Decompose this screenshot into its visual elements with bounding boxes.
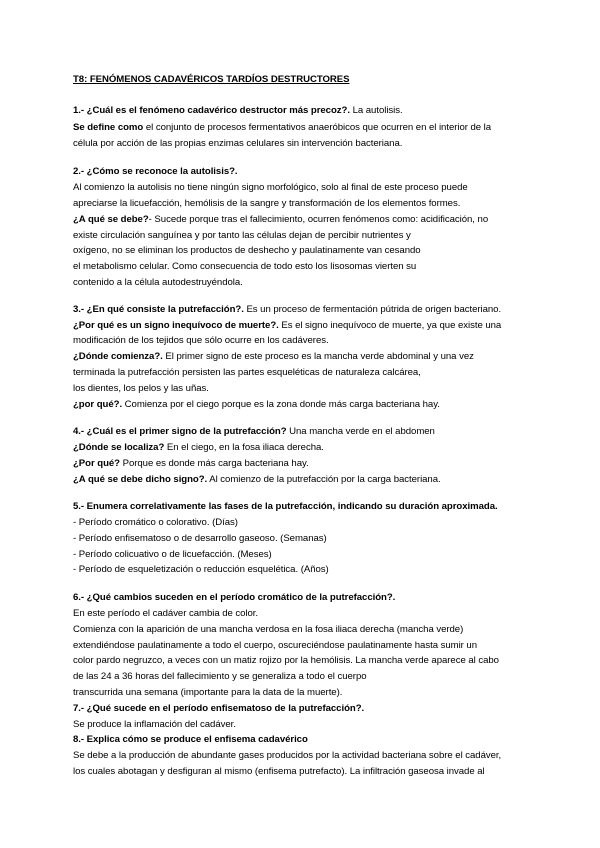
location-label: ¿Dónde se localiza? bbox=[73, 442, 165, 453]
answer-4-line-3 bbox=[73, 458, 309, 470]
question-4-text: 4.- ¿Cuál es el primer signo de la putrefacción? bbox=[73, 426, 287, 437]
answer-3-line-6: los dientes, los pelos y las uñas. bbox=[73, 383, 209, 394]
unequivocal-label: ¿Por qué es un signo inequívoco de muerte?. bbox=[73, 320, 279, 331]
question-1 bbox=[73, 105, 403, 117]
question-8 bbox=[73, 734, 308, 746]
start-text: El primer signo de este proceso es la mancha verde abdominal y una vez bbox=[162, 351, 474, 362]
question-6 bbox=[73, 592, 395, 604]
answer-2-line-6: el metabolismo celular. Como consecuencia de todo esto los lisosomas vierten su bbox=[73, 261, 417, 272]
why-text: Porque es donde más carga bacteriana hay. bbox=[120, 458, 309, 469]
answer-2-line-3 bbox=[73, 214, 488, 226]
question-2 bbox=[73, 166, 238, 178]
reason-text: Comienza por el ciego porque es la zona donde más carga bacteriana hay. bbox=[122, 399, 440, 410]
answer-6-line: transcurrida una semana (importante para la data de la muerte). bbox=[73, 687, 343, 698]
answer-3-line-3: modificación de los tejidos que sólo ocurre en los cadáveres. bbox=[73, 335, 329, 346]
answer-6-line: extendiéndose paulatinamente a todo el cuerpo, oscureciéndose paulatinamente hasta sumir un bbox=[73, 640, 477, 651]
question-7 bbox=[73, 703, 364, 715]
phase-item: - Período colicuativo o de licuefacción. (Meses) bbox=[73, 549, 272, 560]
answer-3-line-5: terminada la putrefacción persisten las partes esqueléticas de naturaleza calcárea, bbox=[73, 367, 421, 378]
answer-6-line: de las 24 a 36 horas del fallecimiento y se generaliza a todo el cuerpo bbox=[73, 671, 367, 682]
answer-4-line-4 bbox=[73, 474, 441, 486]
answer-4-line-2 bbox=[73, 442, 324, 454]
definition-label: Se define como bbox=[73, 122, 144, 133]
answer-2-line-1: Al comienzo la autolisis no tiene ningún signo morfológico, solo al final de este proceso puede bbox=[73, 182, 468, 193]
question-5-text: 5.- Enumera correlativamente las fases de la putrefacción, indicando su duración aproximada. bbox=[73, 501, 498, 512]
answer-7: Se produce la inflamación del cadáver. bbox=[73, 719, 236, 730]
question-5 bbox=[73, 501, 498, 513]
document-title: T8: FENÓMENOS CADAVÉRICOS TARDÍOS DESTRUCTORES bbox=[73, 74, 350, 85]
answer-8-line: Se debe a la producción de abundante gases producidos por la actividad bacteriana sobre el cadáver, bbox=[73, 750, 502, 761]
cause-text: - Sucede porque tras el fallecimiento, ocurren fenómenos como: acidificación, no bbox=[148, 214, 489, 225]
cause-label: ¿A qué se debe? bbox=[73, 214, 149, 225]
answer-3-line-2 bbox=[73, 320, 501, 332]
sign-cause-text: Al comienzo de la putrefacción por la carga bacteriana. bbox=[207, 474, 441, 485]
answer-2-line-5: oxígeno, no se eliminan los productos de deshecho y paulatinamente van cesando bbox=[73, 245, 421, 256]
answer-6-line: color pardo negruzco, a veces con un matiz rojizo por la hemólisis. La mancha verde aparece al cabo bbox=[73, 655, 499, 666]
answer-2-line-7: contenido a la célula autodestruyéndola. bbox=[73, 277, 243, 288]
phase-item: - Período cromático o colorativo. (Días) bbox=[73, 517, 238, 528]
phase-item: - Período de esqueletización o reducción esquelética. (Años) bbox=[73, 564, 329, 575]
location-text: En el ciego, en la fosa iliaca derecha. bbox=[164, 442, 324, 453]
question-6-text: 6.- ¿Qué cambios suceden en el período cromático de la putrefacción?. bbox=[73, 592, 396, 603]
question-7-text: 7.- ¿Qué sucede en el período enfisematoso de la putrefacción?. bbox=[73, 703, 365, 714]
answer-3-line-4 bbox=[73, 351, 474, 363]
unequivocal-text: Es el signo inequívoco de muerte, ya que existe una bbox=[278, 320, 502, 331]
answer-4: Una mancha verde en el abdomen bbox=[286, 426, 435, 437]
definition-text-1: el conjunto de procesos fermentativos anaeróbicos que ocurren en el interior de la bbox=[143, 122, 492, 133]
definition-line bbox=[73, 122, 491, 134]
phase-item: - Período enfisematoso o de desarrollo gaseoso. (Semanas) bbox=[73, 533, 327, 544]
answer-3: Es un proceso de fermentación pútrida de origen bacteriano. bbox=[243, 304, 502, 315]
answer-1: La autolisis. bbox=[349, 105, 403, 116]
why-label: ¿Por qué? bbox=[73, 458, 120, 469]
sign-cause-label: ¿A qué se debe dicho signo?. bbox=[73, 474, 208, 485]
question-4 bbox=[73, 426, 435, 438]
question-3-text: 3.- ¿En qué consiste la putrefacción?. bbox=[73, 304, 244, 315]
answer-2-line-4: existe circulación sanguínea y por tanto las células dejan de percibir nutrientes y bbox=[73, 230, 411, 241]
answer-6-line: En este período el cadáver cambia de color. bbox=[73, 608, 259, 619]
answer-6-line: Comienza con la aparición de una mancha verdosa en la fosa iliaca derecha (mancha verde) bbox=[73, 624, 464, 635]
start-label: ¿Dónde comienza?. bbox=[73, 351, 163, 362]
reason-label: ¿por qué?. bbox=[73, 399, 123, 410]
question-2-text: 2.- ¿Cómo se reconoce la autolisis?. bbox=[73, 166, 238, 177]
question-3 bbox=[73, 304, 501, 316]
answer-2-line-2: apreciarse la licuefacción, hemólisis de la sangre y transformación de los elementos formes. bbox=[73, 198, 461, 209]
answer-3-line-7 bbox=[73, 399, 440, 411]
answer-8-line: los cuales abotagan y desfiguran al mismo (enfisema putrefacto). La infiltración gaseosa invade al bbox=[73, 766, 485, 777]
question-8-text: 8.- Explica cómo se produce el enfisema cadavérico bbox=[73, 734, 308, 745]
question-1-text: 1.- ¿Cuál es el fenómeno cadavérico destructor más precoz?. bbox=[73, 105, 350, 116]
definition-text-2: célula por acción de las propias enzimas celulares sin intervención bacteriana. bbox=[73, 138, 403, 149]
